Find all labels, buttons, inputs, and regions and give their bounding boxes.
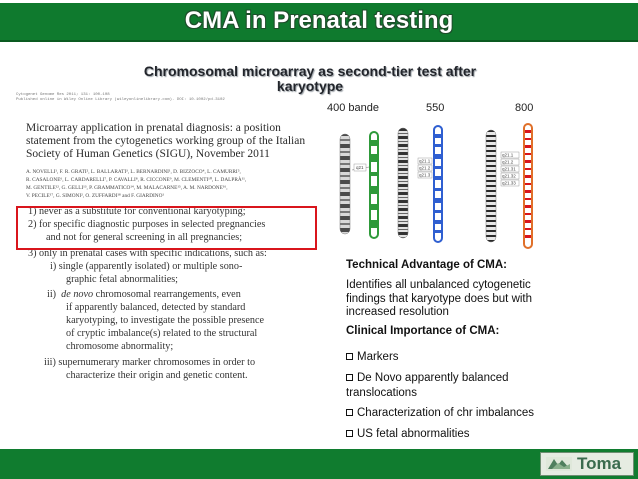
technical-body xyxy=(346,279,596,320)
checkbox-icon xyxy=(346,430,353,437)
band-label-550-q21-1: q21.1 xyxy=(419,158,431,164)
slide-subtitle xyxy=(60,64,560,94)
slide-title: CMA in Prenatal testing xyxy=(184,7,454,34)
paper-header-line-1: Cytogenet Genome Res 2011; 131: 100-108 xyxy=(16,93,110,97)
clinical-item-label: De Novo apparently balanced xyxy=(357,372,509,384)
paper-authors-line-4: V. PECILE¹⁷, G. SIMONI², O. ZUFFARDI¹⁸ and F. GIARDINO¹ xyxy=(26,193,165,199)
subtitle-line-2: karyotype xyxy=(276,78,344,94)
band-label-800-q21-32: q21.32 xyxy=(502,173,516,179)
band-label-800-q21-2: q21.2 xyxy=(502,159,514,165)
paper-sub-iii-a: iii) supernumerary marker chromosomes in order to xyxy=(44,357,256,368)
checkbox-icon xyxy=(346,353,353,360)
technical-line-1: Identifies all unbalanced cytogenetic xyxy=(346,279,531,291)
highlight-box xyxy=(16,206,317,250)
paper-authors-line-2: R. CASALONE⁶, L. CARDARELLI⁷, P. CAVALLI⁸, R. CICCONE⁹, M. CLEMENTI¹⁰, L. DALPRÀ¹¹, xyxy=(26,177,247,183)
chromosome-photo-400 xyxy=(340,134,350,234)
clinical-item-de-novo xyxy=(346,371,509,385)
paper-item-3: 3) only in prenatal cases with specific indications, such as: xyxy=(28,248,267,259)
paper-title-line-1: Microarray application in prenatal diagnosis: a position xyxy=(26,122,281,134)
clinical-item-label: Markers xyxy=(357,351,399,363)
paper-sub-ii-d: of cryptic imbalance(s) related to the structural xyxy=(66,328,258,339)
paper-sub-ii-b: if apparently balanced, detected by standard xyxy=(66,302,246,313)
checkbox-icon xyxy=(346,374,353,381)
band-label-550-q21-3: q21.3 xyxy=(419,172,431,178)
technical-line-2: findings that karyotype does but with xyxy=(346,292,533,305)
label-550-bands: 550 xyxy=(426,102,445,114)
chromosome-group-550 xyxy=(398,126,442,242)
paper-sub-ii-a xyxy=(47,289,241,302)
paper-title-line-2: statement from the cytogenetics working group of the Italian xyxy=(26,135,306,147)
paper-authors-line-1: A. NOVELLI¹, F. R. GRATI², L. BALLARATI³, L. BERNARDINI¹, D. BIZZOCO⁴, L. CAMURRI⁵, xyxy=(26,169,241,175)
chromosome-photo-550 xyxy=(398,128,408,238)
technical-heading: Technical Advantage of CMA: xyxy=(346,259,508,271)
paper-item-1: 1) never as a substitute for conventional karyotyping; xyxy=(28,206,246,217)
checkbox-icon xyxy=(346,409,353,416)
paper-header-line-2: Published online in Wiley Online Library (wileyonlinelibrary.com). DOI: 10.1002/pd.3102 xyxy=(16,98,225,102)
label-400-bands: 400 bande xyxy=(327,102,379,114)
paper-sub-ii-c: karyotyping, to investigate the possible presence xyxy=(66,315,265,326)
chromosome-photo-800 xyxy=(486,130,496,242)
paper-sub-ii-text: chromosomal rearrangements, even xyxy=(95,289,241,300)
clinical-item-label: Characterization of chr imbalances xyxy=(357,407,535,419)
chromosome-group-400 xyxy=(340,132,378,238)
clinical-item-de-novo-cont: translocations xyxy=(346,387,417,399)
toma-logo-text: Toma xyxy=(577,454,622,473)
band-label-800-q21-1: q21.1 xyxy=(502,152,514,158)
paper-sub-ii-emphasis: de novo xyxy=(61,289,94,300)
subtitle-line-1: Chromosomal microarray as second-tier test after xyxy=(143,63,477,79)
band-label-800-q21-31: q21.31 xyxy=(502,166,516,172)
paper-sub-i-b: graphic fetal abnormalities; xyxy=(66,274,179,285)
paper-title-line-3: Society of Human Genetics (SIGU), November 2011 xyxy=(26,148,270,160)
paper-sub-iii-b: characterize their origin and genetic content. xyxy=(66,370,248,381)
clinical-item-markers xyxy=(346,350,399,364)
clinical-item-characterization xyxy=(346,406,534,420)
label-800-bands: 800 xyxy=(515,102,534,114)
paper-excerpt xyxy=(10,93,325,453)
clinical-item-label: US fetal abnormalities xyxy=(357,428,470,440)
clinical-heading: Clinical Importance of CMA: xyxy=(346,325,500,337)
clinical-item-us-fetal xyxy=(346,427,470,441)
chromosome-ideogram-figure xyxy=(326,120,548,254)
toma-logo-mark-icon xyxy=(546,455,574,473)
paper-item-2b: and not for general screening in all pregnancies; xyxy=(46,232,243,243)
paper-item-2a: 2) for specific diagnostic purposes in selected pregnancies xyxy=(28,219,266,230)
paper-authors-line-3: M. GENTILE¹², G. GELLI¹³, P. GRAMMATICO¹⁴, M. MALACARNE¹⁵, A. M. NARDONE¹⁶, xyxy=(26,185,228,191)
paper-sub-ii-e: chromosome abnormality; xyxy=(66,341,174,352)
band-label-800-q21-33: q21.33 xyxy=(502,180,516,186)
paper-sub-ii-num: ii) xyxy=(47,289,57,300)
technical-line-3: increased resolution xyxy=(346,306,449,318)
ideogram-blue xyxy=(434,126,442,242)
band-label-q21: q21 xyxy=(356,165,364,170)
band-label-550-q21-2: q21.2 xyxy=(419,165,431,171)
paper-sub-i-a: i) single (apparently isolated) or multiple sono- xyxy=(50,261,243,272)
